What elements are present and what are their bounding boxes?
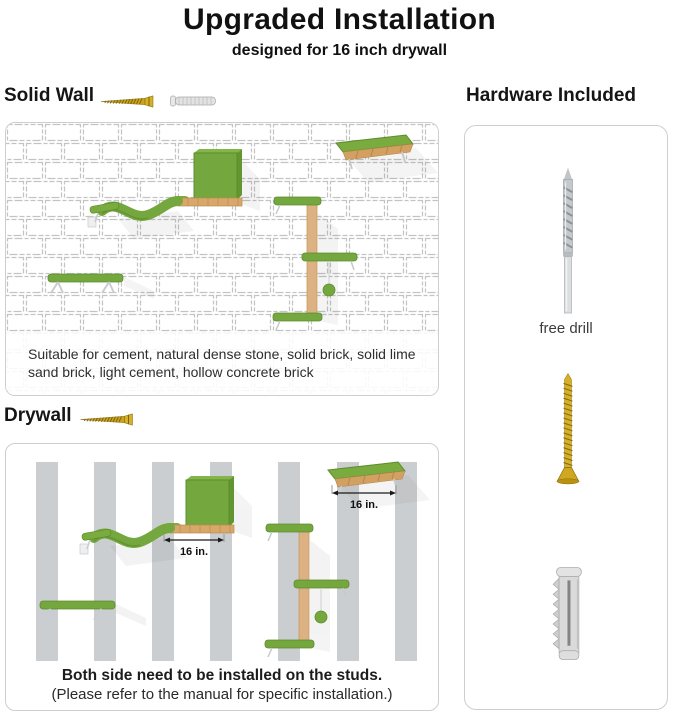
solid-wall-label: Solid Wall [4,85,95,106]
drywall-caption-regular: (Please refer to the manual for specific installation.) [51,686,393,703]
screw-icon [75,413,138,426]
solid-wall-caption: Suitable for cement, natural dense stone, solid brick, solid lime sand brick, light cement, hollow concrete brick [28,346,416,381]
drywall-caption-bold: Both side need to be installed on the studs. [61,667,383,684]
free-drill-label: free drill [539,320,593,337]
hardware-illustration [465,126,667,709]
hardware-included-label: Hardware Included [466,85,636,106]
wall-anchor-icon [170,95,217,107]
hardware-panel [464,125,668,710]
screw-icon [98,95,156,108]
svg-text:16 in.: 16 in. [179,546,209,558]
solid-wall-panel [5,122,439,396]
drywall-label: Drywall [4,405,72,426]
wall-anchor-icon [553,568,581,660]
screw-icon [557,373,579,484]
drywall-panel [5,443,439,711]
svg-text:16 in.: 16 in. [349,499,379,511]
page-subtitle: designed for 16 inch drywall [231,42,448,59]
drill-bit-icon [563,167,573,313]
page-title: Upgraded Installation [183,3,496,36]
